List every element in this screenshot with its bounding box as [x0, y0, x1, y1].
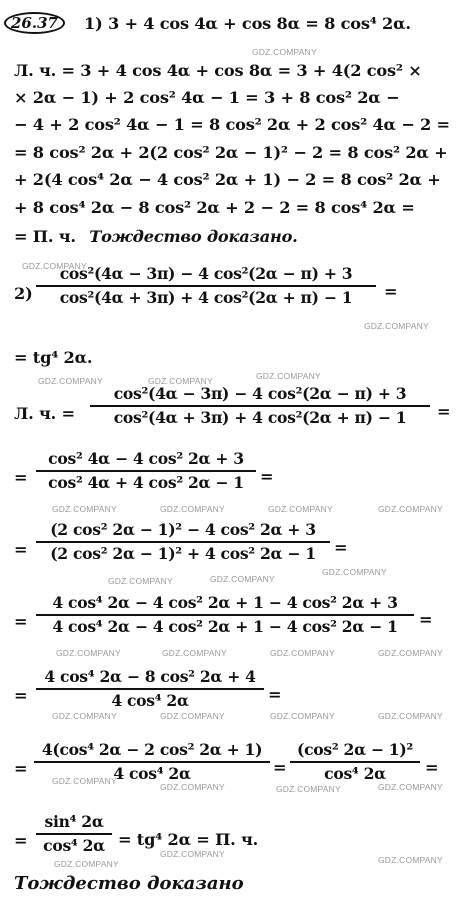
watermark: GDZ.COMPANY: [268, 504, 333, 514]
denominator: 4 cos⁴ 2α − 4 cos² 2α + 1 − 4 cos² 2α − 1: [52, 617, 398, 636]
line-5: = 8 cos² 2α + 2(2 cos² 2α − 1)² − 2 = 8 cos² 2α +: [14, 143, 448, 162]
watermark: GDZ.COMPANY: [378, 782, 443, 792]
fraction-bar: [36, 688, 264, 690]
watermark: GDZ.COMPANY: [22, 261, 87, 271]
watermark: GDZ.COMPANY: [160, 711, 225, 721]
line-8: [14, 227, 298, 246]
watermark: GDZ.COMPANY: [270, 711, 335, 721]
watermark: GDZ.COMPANY: [252, 47, 317, 57]
denominator: cos⁴ 2α: [324, 764, 386, 783]
fraction-bar: [90, 405, 430, 407]
part2-result: = tg⁴ 2α.: [14, 348, 93, 367]
watermark: GDZ.COMPANY: [210, 574, 275, 584]
equals-sign: =: [260, 467, 274, 486]
line-3: × 2α − 1) + 2 cos² 4α − 1 = 3 + 8 cos² 2α −: [14, 88, 400, 107]
equals-sign: =: [14, 759, 28, 778]
equals-sign: =: [437, 402, 451, 421]
fraction-5: [36, 667, 264, 711]
equals-sign: =: [14, 612, 28, 631]
watermark: GDZ.COMPANY: [162, 648, 227, 658]
line-1: 1) 3 + 4 cos 4α + cos 8α = 8 cos⁴ 2α.: [84, 14, 411, 33]
equals-sign: =: [334, 538, 348, 557]
watermark: GDZ.COMPANY: [378, 855, 443, 865]
equals-sign: =: [384, 282, 398, 301]
equals-sign: =: [14, 540, 28, 559]
denominator: (2 cos² 2α − 1)² + 4 cos² 2α − 1: [50, 544, 316, 563]
denominator: cos²(4α + 3π) + 4 cos²(2α + π) − 1: [113, 408, 407, 427]
watermark: GDZ.COMPANY: [52, 504, 117, 514]
fraction-bar: [34, 761, 270, 763]
numerator: (2 cos² 2α − 1)² − 4 cos² 2α + 3: [50, 520, 316, 539]
numerator: sin⁴ 2α: [44, 812, 104, 831]
watermark: GDZ.COMPANY: [54, 859, 119, 869]
watermark: GDZ.COMPANY: [364, 321, 429, 331]
final-result: = tg⁴ 2α = П. ч.: [118, 830, 259, 849]
watermark: GDZ.COMPANY: [378, 504, 443, 514]
watermark: GDZ.COMPANY: [160, 849, 225, 859]
line-7: + 8 cos⁴ 2α − 8 cos² 2α + 2 − 2 = 8 cos⁴ 2α =: [14, 198, 415, 217]
equals-sign: =: [425, 758, 439, 777]
equals-sign: =: [14, 686, 28, 705]
rhs-label: = П. ч.: [14, 227, 76, 246]
proof-note-final: Тождество доказано: [14, 873, 244, 894]
denominator: cos⁴ 2α: [43, 836, 105, 855]
equals-sign: =: [14, 831, 28, 850]
watermark: GDZ.COMPANY: [108, 576, 173, 586]
equals-sign: =: [268, 685, 282, 704]
numerator: cos² 4α − 4 cos² 2α + 3: [48, 449, 244, 468]
watermark: GDZ.COMPANY: [160, 782, 225, 792]
fraction-bar: [36, 833, 112, 835]
fraction-bar: [36, 470, 256, 472]
problem-number-badge: 26.37: [4, 13, 65, 32]
watermark: GDZ.COMPANY: [322, 567, 387, 577]
numerator: 4 cos⁴ 2α − 8 cos² 2α + 4: [44, 667, 256, 686]
numerator: 4 cos⁴ 2α − 4 cos² 2α + 1 − 4 cos² 2α + 3: [52, 593, 398, 612]
watermark: GDZ.COMPANY: [38, 376, 103, 386]
denominator: 4 cos⁴ 2α: [111, 691, 189, 710]
denominator: 4 cos⁴ 2α: [113, 764, 191, 783]
watermark: GDZ.COMPANY: [160, 504, 225, 514]
equals-sign: =: [14, 468, 28, 487]
fraction-7: [36, 812, 112, 856]
watermark: GDZ.COMPANY: [378, 648, 443, 658]
line-4: − 4 + 2 cos² 4α − 1 = 8 cos² 2α + 2 cos² 4α − 2 =: [14, 115, 450, 134]
fraction-6b: [290, 740, 420, 784]
fraction-3: [36, 520, 330, 564]
watermark: GDZ.COMPANY: [56, 648, 121, 658]
line-2: Л. ч. = 3 + 4 cos 4α + cos 8α = 3 + 4(2 cos² ×: [14, 61, 422, 80]
numerator: cos²(4α − 3π) − 4 cos²(2α − π) + 3: [113, 384, 407, 403]
numerator: (cos² 2α − 1)²: [297, 740, 413, 759]
numerator: 4(cos⁴ 2α − 2 cos² 2α + 1): [41, 740, 263, 759]
denominator: cos²(4α + 3π) + 4 cos²(2α + π) − 1: [59, 288, 353, 307]
fraction-4: [36, 593, 414, 637]
line-6: + 2(4 cos⁴ 2α − 4 cos² 2α + 1) − 2 = 8 cos² 2α +: [14, 170, 441, 189]
fraction-bar: [290, 761, 420, 763]
watermark: GDZ.COMPANY: [270, 648, 335, 658]
watermark: GDZ.COMPANY: [52, 776, 117, 786]
fraction-2: [36, 449, 256, 493]
fraction-statement: [36, 264, 376, 308]
equals-sign: =: [419, 610, 433, 629]
fraction-bar: [36, 285, 376, 287]
part2-label: 2): [14, 284, 33, 303]
watermark: GDZ.COMPANY: [276, 784, 341, 794]
fraction-bar: [36, 541, 330, 543]
fraction-bar: [36, 614, 414, 616]
equals-sign: =: [273, 758, 287, 777]
lhs-label: Л. ч. =: [14, 404, 75, 423]
denominator: cos² 4α + 4 cos² 2α − 1: [48, 473, 244, 492]
watermark: GDZ.COMPANY: [378, 711, 443, 721]
watermark: GDZ.COMPANY: [256, 371, 321, 381]
fraction-1: [90, 384, 430, 428]
numerator: cos²(4α − 3π) − 4 cos²(2α − π) + 3: [59, 264, 353, 283]
proof-note: Тождество доказано.: [89, 227, 298, 246]
watermark: GDZ.COMPANY: [52, 711, 117, 721]
watermark: GDZ.COMPANY: [148, 376, 213, 386]
